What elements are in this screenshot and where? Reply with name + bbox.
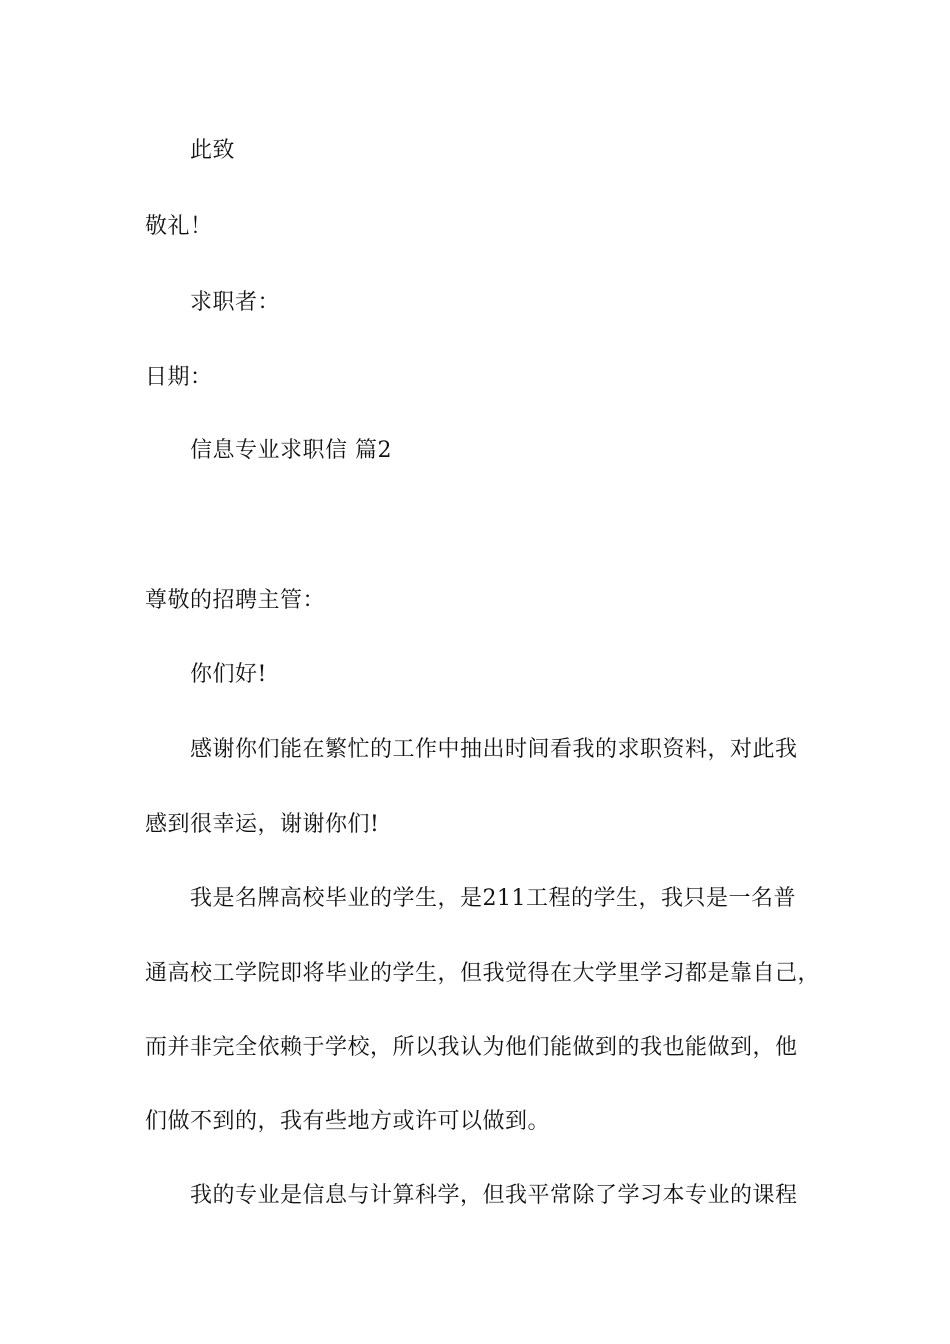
- closing-regards: 敬礼！: [145, 214, 213, 239]
- paragraph-line: 我的专业是信息与计算科学，但我平常除了学习本专业的课程: [190, 1183, 798, 1208]
- greeting-recipient: 尊敬的招聘主管：: [145, 588, 326, 613]
- paragraph-line: 而并非完全依赖于学校，所以我认为他们能做到的我也能做到，他: [145, 1035, 798, 1060]
- greeting-hello: 你们好!: [190, 662, 267, 687]
- paragraph-line: 我是名牌高校毕业的学生，是211工程的学生，我只是一名普: [190, 886, 796, 911]
- section-title: 信息专业求职信 篇2: [190, 438, 392, 463]
- closing-salutation: 此致: [190, 138, 236, 163]
- date-label: 日期：: [145, 365, 213, 390]
- paragraph-line: 们做不到的，我有些地方或许可以做到。: [145, 1109, 551, 1134]
- paragraph-line: 通高校工学院即将毕业的学生，但我觉得在大学里学习都是靠自己，: [145, 961, 821, 986]
- applicant-label: 求职者：: [190, 290, 281, 315]
- paragraph-line: 感谢你们能在繁忙的工作中抽出时间看我的求职资料，对此我: [190, 737, 798, 762]
- paragraph-line: 感到很幸运，谢谢你们!: [145, 812, 380, 837]
